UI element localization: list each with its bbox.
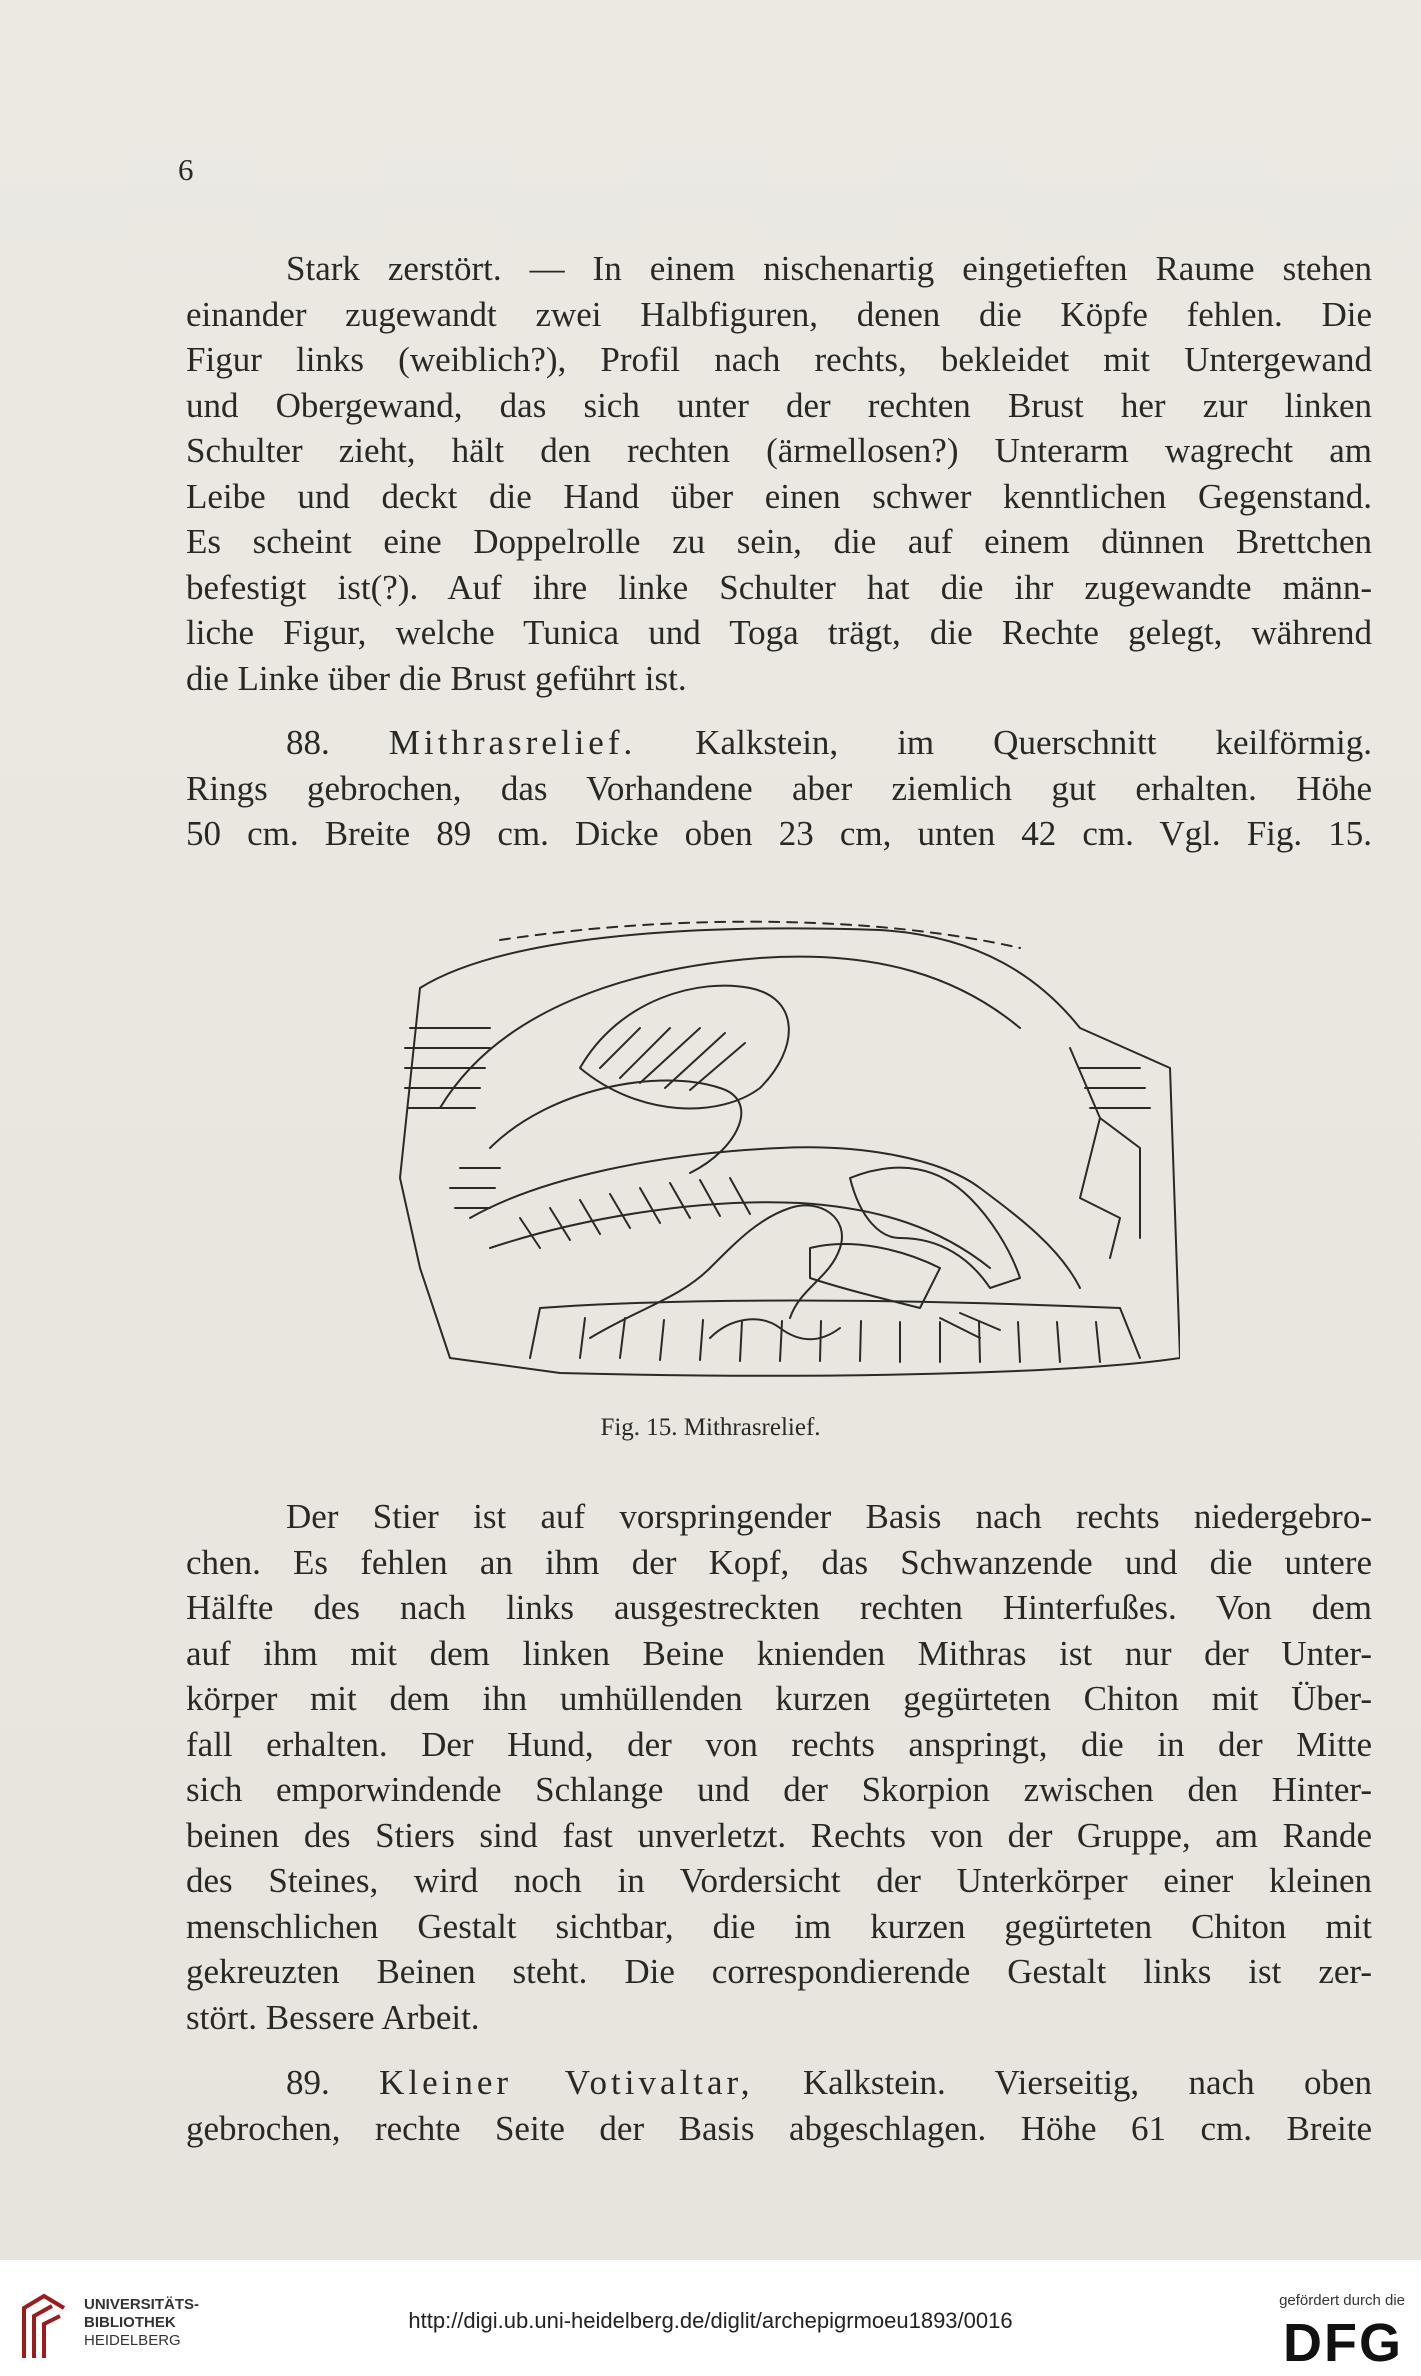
entry-88-line-2: Rings gebrochen, das Vorhandene aber ziemlich gut erhalten. Höhe xyxy=(186,768,1372,808)
footer-bar xyxy=(0,2260,1421,2376)
page-number: 6 xyxy=(178,152,194,187)
entry-88-number: 88. xyxy=(286,723,330,762)
text-line: beinen des Stiers sind fast unverletzt. Rechts von der Gruppe, am Rande xyxy=(186,1815,1372,1855)
text-line: die Linke über die Brust geführt ist. xyxy=(186,658,687,698)
library-name-line-3: HEIDELBERG xyxy=(84,2332,181,2349)
mithras-relief-drawing xyxy=(380,918,1180,1388)
text-line: befestigt ist(?). Auf ihre linke Schulter hat die ihr zugewandte männ- xyxy=(186,567,1372,607)
text-line: einander zugewandt zwei Halbfiguren, denen die Köpfe fehlen. Die xyxy=(186,294,1372,334)
text-line: Schulter zieht, hält den rechten (ärmellosen?) Unterarm wagrecht am xyxy=(186,431,1372,470)
text-line: sich emporwindende Schlange und der Skorpion zwischen den Hinter- xyxy=(186,1770,1372,1809)
text-line: auf ihm mit dem linken Beine knienden Mithras ist nur der Unter- xyxy=(186,1633,1372,1673)
entry-89-line-1-rest: Kalkstein. Vierseitig, nach oben xyxy=(802,2063,1372,2102)
text-line: stört. Bessere Arbeit. xyxy=(186,1997,480,2037)
entry-89-title: Kleiner Votivaltar, xyxy=(379,2063,754,2102)
entry-89 xyxy=(186,2060,1372,2151)
entry-88-title: Mithrasrelief. xyxy=(388,723,637,762)
text-line: menschlichen Gestalt sichtbar, die im kurzen gegürteten Chiton mit xyxy=(186,1906,1372,1946)
text-line: und Obergewand, das sich unter der rechten Brust her zur linken xyxy=(186,385,1372,425)
figure-caption: Fig. 15. Mithrasrelief. xyxy=(600,1414,821,1441)
permalink-url[interactable]: http://digi.ub.uni-heidelberg.de/diglit/archepigrmoeu1893/0016 xyxy=(408,2308,1013,2333)
dfg-logo: DFG xyxy=(1283,2313,1403,2373)
entry-89-line-1 xyxy=(186,2060,1372,2106)
text-line: Leibe und deckt die Hand über einen schwer kenntlichen Gegenstand. xyxy=(186,476,1372,516)
text-line: des Steines, wird noch in Vordersicht der Unterkörper einer kleinen xyxy=(186,1861,1372,1900)
entry-88-line-1 xyxy=(186,720,1372,766)
text-line: Stark zerstört. — In einem nischenartig eingetieften Raume stehen xyxy=(286,249,1372,288)
text-line: Der Stier ist auf vorspringender Basis nach rechts niedergebro- xyxy=(286,1497,1372,1536)
paragraph-2 xyxy=(186,1494,1372,2040)
text-line: liche Figur, welche Tunica und Toga trägt, die Rechte gelegt, während xyxy=(186,613,1372,652)
text-line: Figur links (weiblich?), Profil nach rechts, bekleidet mit Untergewand xyxy=(186,340,1372,379)
library-name-line-1: UNIVERSITÄTS- xyxy=(84,2296,200,2313)
paragraph-1 xyxy=(186,246,1372,701)
dfg-funding-caption: gefördert durch die xyxy=(1279,2292,1405,2309)
entry-88 xyxy=(186,720,1372,857)
text-line: körper mit dem ihn umhüllenden kurzen gegürteten Chiton mit Über- xyxy=(186,1679,1372,1718)
text-line: gekreuzten Beinen steht. Die correspondierende Gestalt links ist zer- xyxy=(186,1952,1372,1991)
entry-89-line-2: gebrochen, rechte Seite der Basis abgeschlagen. Höhe 61 cm. Breite xyxy=(186,2108,1372,2148)
entry-89-number: 89. xyxy=(286,2063,330,2102)
text-line: fall erhalten. Der Hund, der von rechts anspringt, die in der Mitte xyxy=(186,1724,1372,1764)
entry-88-line-3: 50 cm. Breite 89 cm. Dicke oben 23 cm, unten 42 cm. Vgl. Fig. 15. xyxy=(186,814,1372,853)
library-name-line-2: BIBLIOTHEK xyxy=(84,2314,176,2331)
text-line: Es scheint eine Doppelrolle zu sein, die auf einem dünnen Brettchen xyxy=(186,522,1372,561)
text-line: chen. Es fehlen an ihm der Kopf, das Schwanzende und die untere xyxy=(186,1542,1372,1582)
text-line: Hälfte des nach links ausgestreckten rechten Hinterfußes. Von dem xyxy=(186,1588,1372,1627)
entry-88-line-1-rest: Kalkstein, im Querschnitt keilförmig. xyxy=(695,723,1372,762)
